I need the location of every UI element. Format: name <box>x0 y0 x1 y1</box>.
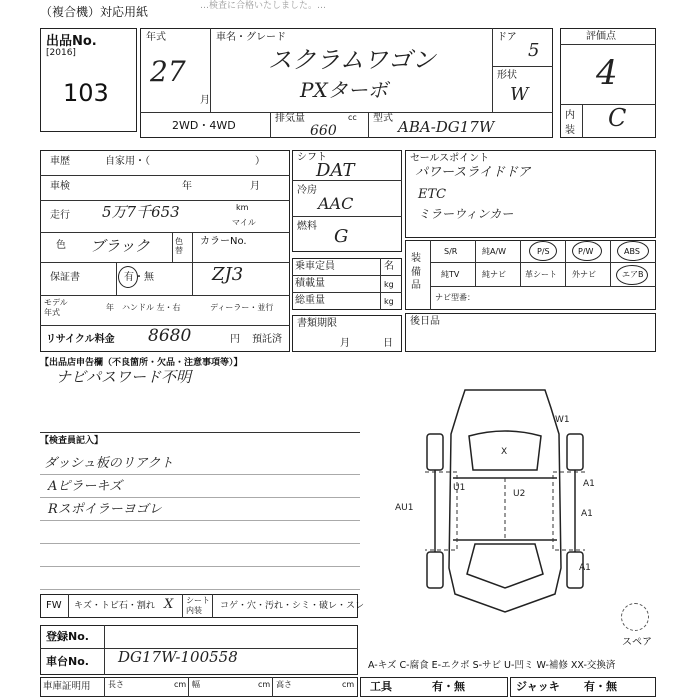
fuel-label: 燃料 <box>297 221 317 232</box>
score-label: 評価点 <box>586 31 616 42</box>
sheet-label2: 内装 <box>186 606 202 615</box>
spare-tire-icon <box>621 603 649 631</box>
equip-navi: 純ナビ <box>482 270 506 279</box>
hosho-label: 保証書 <box>50 272 80 283</box>
diagram-mark-u2: U2 <box>513 489 526 499</box>
dealer-options: ディーラー・並行 <box>210 303 274 312</box>
nenshiki-value: 27 <box>150 55 186 88</box>
naiso-label: 内装 <box>565 110 575 136</box>
equip-ps-circle <box>529 241 557 261</box>
wheel-front-right <box>567 434 583 470</box>
iro-value: ブラック <box>90 237 150 255</box>
lot-number: 103 <box>63 79 109 107</box>
load-unit: kg <box>384 280 394 289</box>
equip-pw: P/W <box>578 247 594 256</box>
equipment-label: 装備品 <box>411 253 421 291</box>
score-value: 4 <box>596 53 618 93</box>
iro-sub: 色替 <box>175 237 183 256</box>
diagram-mark-a1-right: A1 <box>583 479 595 489</box>
fw-items: キズ・トビ石・割れ <box>74 601 155 611</box>
shareki-value: 自家用・（ <box>105 156 150 167</box>
fuel-value: G <box>334 226 349 247</box>
naiso-value: C <box>608 104 627 132</box>
chassis-value: DG17W-100558 <box>118 648 238 666</box>
capacity-unit: 名 <box>384 261 394 272</box>
cert-label: 車庫証明用 <box>43 681 91 692</box>
equip-sr: S/R <box>444 247 458 256</box>
diagram-mark-a1-rear: A1 <box>579 563 591 573</box>
door-label: ドア <box>497 32 517 43</box>
model-year-label1: モデル <box>44 298 68 307</box>
lot-label: 出品No. <box>46 34 97 49</box>
faded-header-text: …検査に合格いたしました。… <box>200 1 327 11</box>
cert-height: 高さ <box>276 680 292 689</box>
recycle-status: 預託済 <box>252 334 282 345</box>
equip-navi-model: ナビ型番： <box>435 293 475 302</box>
wheel-front-left <box>427 434 443 470</box>
keijo-value: W <box>510 84 529 105</box>
spare-label: スペア <box>622 637 652 648</box>
keijo-label: 形状 <box>497 70 517 81</box>
doc-period-label: 書類期限 <box>297 318 337 329</box>
equip-ext-navi: 外ナビ <box>572 270 596 279</box>
rear-window <box>467 544 543 588</box>
sales-point-label: セールスポイント <box>410 153 490 164</box>
equip-seat: 革シート <box>525 270 557 279</box>
inspector-line2: Aピラーキズ <box>48 479 123 494</box>
color-no-value: ZJ3 <box>212 264 244 285</box>
nenshiki-unit: 月 <box>200 95 210 106</box>
wheel-rear-left <box>427 552 443 588</box>
weight-unit: kg <box>384 297 394 306</box>
cert-length-unit: cm <box>174 680 187 689</box>
cert-width: 幅 <box>192 680 200 689</box>
recycle-label: リサイクル料金 <box>46 334 115 345</box>
car-diagram <box>395 378 615 618</box>
katashiki-label: 型式 <box>373 113 393 124</box>
displacement-value: 660 <box>310 123 337 139</box>
model-year-label2: 年式 <box>44 308 60 317</box>
atojitsu-label: 後日品 <box>410 316 440 327</box>
damage-legend: A-キズ C-腐食 E-エクボ S-サビ U-凹ミ W-補修 XX-交換済 <box>368 660 616 671</box>
lot-year-tag: [2016] <box>46 48 76 58</box>
shaken-year: 年 <box>182 181 192 192</box>
equip-airbag-circle <box>616 265 648 285</box>
inspector-label: 【検査員記入】 <box>40 436 104 446</box>
form-title: （複合機）対応用紙 <box>40 5 149 19</box>
fw-x-mark: X <box>164 597 174 612</box>
lot-box <box>40 28 137 132</box>
stain-items: コゲ・穴・汚れ・シミ・破レ・スレ <box>220 601 365 611</box>
drive-label: 2WD・4WD <box>172 119 236 132</box>
equip-abs-circle <box>617 241 649 261</box>
inspector-line3: Rスポイラーヨゴレ <box>48 502 162 517</box>
diagram-mark-au1: AU1 <box>395 503 414 513</box>
doc-period-month: 月 <box>340 338 350 349</box>
inspector-line1: ダッシュ板のリアクト <box>44 456 174 471</box>
color-no-label: カラーNo. <box>200 236 247 247</box>
cert-height-unit: cm <box>342 680 355 689</box>
name-grade-label: 車名・グレード <box>216 32 286 43</box>
aircon-value: AAC <box>318 194 354 213</box>
cert-width-unit: cm <box>258 680 271 689</box>
weight-label: 総重量 <box>295 295 325 306</box>
soko-unit-mile: マイル <box>232 218 256 227</box>
registration-label: 登録No. <box>46 630 89 643</box>
sales-point-line2: ETC <box>418 187 447 202</box>
jack-options: 有・無 <box>584 680 617 693</box>
notes-label: 【出品店申告欄（不良箇所・欠品・注意事項等）】 <box>40 358 243 368</box>
soko-unit-km: km <box>236 203 249 212</box>
diagram-mark-a1-right2: A1 <box>581 509 593 519</box>
iro-label: 色 <box>56 240 66 251</box>
chassis-label: 車台No. <box>46 655 89 668</box>
sales-point-line3: ミラーウィンカー <box>418 207 514 221</box>
cert-length: 長さ <box>108 680 124 689</box>
hosho-options: 有・無 <box>124 272 154 283</box>
shareki-close: ） <box>255 156 265 167</box>
shift-label: シフト <box>297 152 327 163</box>
soko-value: 5万7千653 <box>102 203 180 221</box>
displacement-unit: cc <box>348 113 357 122</box>
notes-line1: ナビパスワード不明 <box>56 368 192 386</box>
sales-point-line1: パワースライドドア <box>415 165 531 180</box>
handle-options: ハンドル 左・右 <box>122 303 181 312</box>
equip-airbag: エアB <box>622 270 644 279</box>
shareki-label: 車歴 <box>50 156 70 167</box>
model-year-year: 年 <box>106 303 114 312</box>
soko-label: 走行 <box>50 210 70 221</box>
door-value: 5 <box>528 40 540 61</box>
diagram-mark-x: X <box>501 447 508 457</box>
aircon-label: 冷房 <box>297 185 317 196</box>
fw-label: FW <box>46 600 62 611</box>
equip-ps: P/S <box>537 247 550 256</box>
atojitsu-box <box>405 313 656 352</box>
recycle-unit: 円 <box>230 334 240 345</box>
name-line2: PXターボ <box>300 78 388 102</box>
nenshiki-label: 年式 <box>146 32 166 43</box>
equip-abs: ABS <box>624 247 640 256</box>
sheet-label1: シート <box>186 596 210 605</box>
load-label: 積載量 <box>295 278 325 289</box>
doc-period-day: 日 <box>383 338 393 349</box>
shaken-label: 車検 <box>50 181 70 192</box>
tools-label: 工具 <box>370 680 392 693</box>
shift-value: DAT <box>316 160 355 181</box>
diagram-mark-u1: U1 <box>453 483 466 493</box>
displacement-label: 排気量 <box>275 113 305 124</box>
diagram-mark-w1: W1 <box>555 415 570 425</box>
hosho-circle <box>118 266 138 288</box>
name-line1: スクラムワゴン <box>268 46 436 74</box>
jack-label: ジャッキ <box>516 680 560 693</box>
recycle-value: 8680 <box>148 326 192 346</box>
equip-aw: 純A/W <box>482 247 507 256</box>
equip-tv: 純TV <box>441 270 460 279</box>
equip-pw-circle <box>572 241 602 261</box>
capacity-label: 乗車定員 <box>295 261 335 272</box>
katashiki-value: ABA-DG17W <box>398 118 495 136</box>
tools-options: 有・無 <box>432 680 465 693</box>
shaken-month: 月 <box>250 181 260 192</box>
